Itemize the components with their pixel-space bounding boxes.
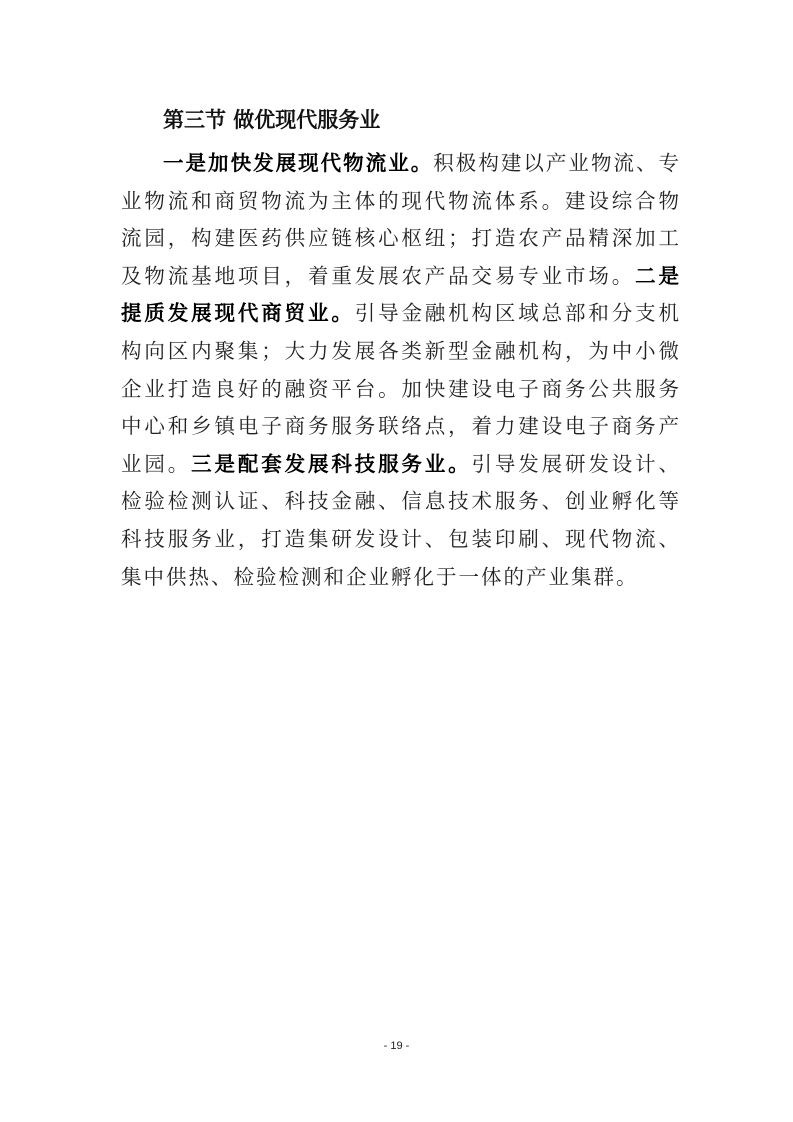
body-paragraph <box>121 145 681 596</box>
text-tech-services: 引导发展研发设计、检验检测认证、科技金融、信息技术服务、创业孵化等科技服务业，打造集研发设计、包装印刷、现代物流、集中供热、检验检测和企业孵化于一体的产业集群。 <box>121 451 682 589</box>
text-logistics: 积极构建以产业物流、专业物流和商贸物流为主体的现代物流体系。建设综合物流园，构建医药供应链核心枢纽；打造农产品精深加工及物流基地项目，着重发展农产品交易专业市场。 <box>121 151 682 288</box>
text-commerce: 引导金融机构区域总部和分支机构向区内聚集；大力发展各类新型金融机构，为中小微企业打造良好的融资平台。加快建设电子商务公共服务中心和乡镇电子商务服务联络点，着力建设电子商务产业园。 <box>121 301 682 476</box>
lead-logistics: 一是加快发展现代物流业。 <box>163 151 434 175</box>
section-heading: 第三节 做优现代服务业 <box>163 108 381 132</box>
lead-commerce: 二是提质发展现代商贸业。 <box>121 263 682 326</box>
page-number: - 19 - <box>383 1040 410 1052</box>
lead-tech-services: 三是配套发展科技服务业。 <box>191 451 472 476</box>
